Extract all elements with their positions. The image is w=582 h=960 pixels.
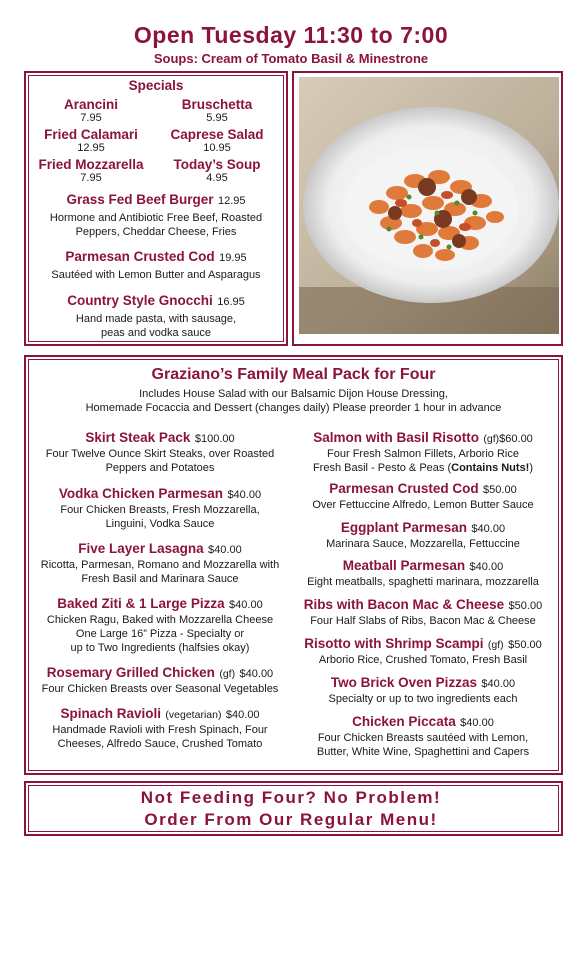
- meal-desc: Linguini, Vodka Sauce: [105, 518, 215, 530]
- meal-ribs: [290, 596, 556, 628]
- meal-price: $50.00: [508, 639, 542, 651]
- meal-name: Eggplant Parmesan: [340, 520, 467, 535]
- special-desc: Hand made pasta, with sausage,: [75, 313, 237, 325]
- special-price: 16.95: [217, 296, 245, 308]
- meal-baked-ziti: [32, 595, 288, 655]
- special-burger: [28, 191, 284, 239]
- special-name: Fried Mozzarella: [38, 157, 144, 172]
- meal-skirt-steak: [32, 429, 288, 475]
- special-price: 19.95: [219, 252, 247, 264]
- meal-note: (gf): [483, 433, 500, 445]
- special-price: 7.95: [80, 172, 102, 184]
- meal-desc: Four Twelve Ounce Skirt Steaks, over Roasted: [45, 448, 275, 460]
- meal-vodka-chicken: [32, 485, 288, 531]
- meal-price: $40.00: [469, 561, 504, 573]
- meal-desc: up to Two Ingredients (halfsies okay): [70, 642, 250, 654]
- meal-desc: Eight meatballs, spaghetti marinara, mozzarella: [307, 576, 539, 588]
- special-desc: Peppers, Cheddar Cheese, Fries: [75, 226, 237, 238]
- meal-name: Spinach Ravioli: [60, 706, 161, 721]
- meal-name: Rosemary Grilled Chicken: [46, 665, 215, 680]
- special-arancini: [30, 97, 152, 124]
- special-bruschetta: [156, 97, 278, 124]
- special-price: 12.95: [217, 195, 246, 207]
- meal-price: $40.00: [229, 599, 263, 611]
- meal-desc: Fresh Basil and Marinara Sauce: [81, 573, 239, 585]
- meal-desc: Four Half Slabs of Ribs, Bacon Mac & Cheese: [310, 615, 536, 627]
- meal-desc-part: ): [529, 462, 534, 474]
- meal-note: (gf): [219, 668, 236, 680]
- meal-name: Vodka Chicken Parmesan: [58, 486, 223, 501]
- meal-name: Five Layer Lasagna: [78, 541, 204, 556]
- gnocchi-dish-image: [299, 77, 559, 334]
- meal-price: $40.00: [239, 668, 274, 680]
- meal-desc: Butter, White Wine, Spaghettini and Capers: [316, 746, 530, 758]
- special-name: Caprese Salad: [170, 127, 264, 142]
- meal-desc: Four Chicken Breasts over Seasonal Vegetables: [41, 683, 279, 695]
- meal-name: Parmesan Crusted Cod: [329, 481, 479, 496]
- meal-desc: One Large 16” Pizza - Specialty or: [75, 628, 245, 640]
- special-price: 10.95: [203, 142, 231, 154]
- meal-price: $40.00: [481, 678, 516, 690]
- special-fried-mozzarella: [30, 157, 152, 184]
- meal-salmon-risotto: [290, 429, 556, 475]
- special-name: Fried Calamari: [44, 127, 138, 142]
- meal-price: $40.00: [460, 717, 494, 729]
- meal-brick-oven-pizzas: [290, 674, 556, 706]
- special-name: Country Style Gnocchi: [67, 293, 213, 308]
- family-meal-subtitle: Includes House Salad with our Balsamic Dijon House Dressing,: [139, 388, 448, 400]
- special-price: 12.95: [77, 142, 105, 154]
- meal-chicken-piccata: [290, 713, 556, 759]
- special-cod: [28, 248, 284, 282]
- special-desc: Hormone and Antibiotic Free Beef, Roasted: [49, 212, 263, 224]
- meal-price: $50.00: [483, 484, 517, 496]
- special-price: 5.95: [206, 112, 228, 124]
- meal-price: $50.00: [508, 600, 543, 612]
- meal-note: (gf): [487, 639, 504, 651]
- meal-name: Salmon with Basil Risotto: [313, 430, 479, 445]
- nut-warning: Contains Nuts!: [451, 462, 530, 474]
- meal-price: $40.00: [471, 523, 506, 535]
- meal-name: Baked Ziti & 1 Large Pizza: [57, 596, 225, 611]
- page-title: Open Tuesday 11:30 to 7:00: [133, 22, 449, 48]
- meal-name: Risotto with Shrimp Scampi: [304, 636, 484, 651]
- special-price: 7.95: [80, 112, 102, 124]
- meal-desc: Marinara Sauce, Mozzarella, Fettuccine: [326, 538, 520, 550]
- meal-desc-allergen: [290, 461, 556, 475]
- meal-desc: Chicken Ragu, Baked with Mozzarella Cheese: [46, 614, 274, 626]
- meal-desc: Peppers and Potatoes: [105, 462, 215, 474]
- meal-desc: Specialty or up to two ingredients each: [328, 693, 518, 705]
- meal-desc: Four Chicken Breasts sautéed with Lemon,: [317, 732, 529, 744]
- meal-name: Meatball Parmesan: [342, 558, 466, 573]
- meal-meatball-parmesan: [290, 557, 556, 589]
- meal-parmesan-cod: [290, 480, 556, 512]
- meal-spinach-ravioli: [32, 705, 288, 751]
- family-meal-title: Graziano’s Family Meal Pack for Four: [151, 366, 436, 383]
- meal-desc: Ricotta, Parmesan, Romano and Mozzarella with: [40, 559, 280, 571]
- meal-rosemary-chicken: [32, 664, 288, 696]
- special-name: Arancini: [63, 97, 118, 112]
- special-gnocchi: [28, 292, 284, 340]
- special-todays-soup: [156, 157, 278, 184]
- special-fried-calamari: [30, 127, 152, 154]
- meal-desc-part: Fresh Basil - Pesto & Peas (: [312, 462, 452, 474]
- special-desc: Sautéed with Lemon Butter and Asparagus: [51, 269, 261, 281]
- special-price: 4.95: [206, 172, 228, 184]
- meal-desc: Arborio Rice, Crushed Tomato, Fresh Basil: [318, 654, 528, 666]
- special-name: Today’s Soup: [173, 157, 261, 172]
- soups-line: Soups: Cream of Tomato Basil & Minestrone: [153, 51, 429, 66]
- special-name: Bruschetta: [181, 97, 253, 112]
- gnocchi-photo: [299, 77, 559, 334]
- meal-desc: Over Fettuccine Alfredo, Lemon Butter Sauce: [312, 499, 534, 511]
- special-name: Parmesan Crusted Cod: [65, 249, 215, 264]
- meal-name: Chicken Piccata: [352, 714, 456, 729]
- meal-price: $40.00: [208, 544, 242, 556]
- family-meal-subtitle: Homemade Focaccia and Dessert (changes daily) Please preorder 1 hour in advance: [85, 402, 502, 414]
- footer-line-1: Not Feeding Four? No Problem!: [140, 788, 442, 807]
- meal-price: $40.00: [227, 489, 262, 501]
- specials-heading: Specials: [128, 78, 184, 93]
- special-caprese-salad: [156, 127, 278, 154]
- meal-note: (vegetarian): [165, 709, 222, 721]
- meal-desc: Handmade Ravioli with Fresh Spinach, Four: [52, 724, 268, 736]
- special-name: Grass Fed Beef Burger: [66, 192, 214, 207]
- meal-shrimp-scampi: [290, 635, 556, 667]
- meal-eggplant-parmesan: [290, 519, 556, 551]
- meal-name: Two Brick Oven Pizzas: [330, 675, 477, 690]
- meal-name: Skirt Steak Pack: [85, 430, 191, 445]
- special-desc: peas and vodka sauce: [100, 327, 212, 339]
- meal-desc: Four Chicken Breasts, Fresh Mozzarella,: [60, 504, 260, 516]
- meal-desc: Cheeses, Alfredo Sauce, Crushed Tomato: [57, 738, 263, 750]
- meal-price: $40.00: [225, 709, 260, 721]
- meal-desc: Four Fresh Salmon Fillets, Arborio Rice: [327, 448, 519, 460]
- meal-price: $100.00: [194, 433, 235, 445]
- meal-lasagna: [32, 540, 288, 586]
- meal-price: $60.00: [499, 433, 533, 445]
- footer-line-2: Order From Our Regular Menu!: [144, 810, 438, 829]
- meal-name: Ribs with Bacon Mac & Cheese: [303, 597, 505, 612]
